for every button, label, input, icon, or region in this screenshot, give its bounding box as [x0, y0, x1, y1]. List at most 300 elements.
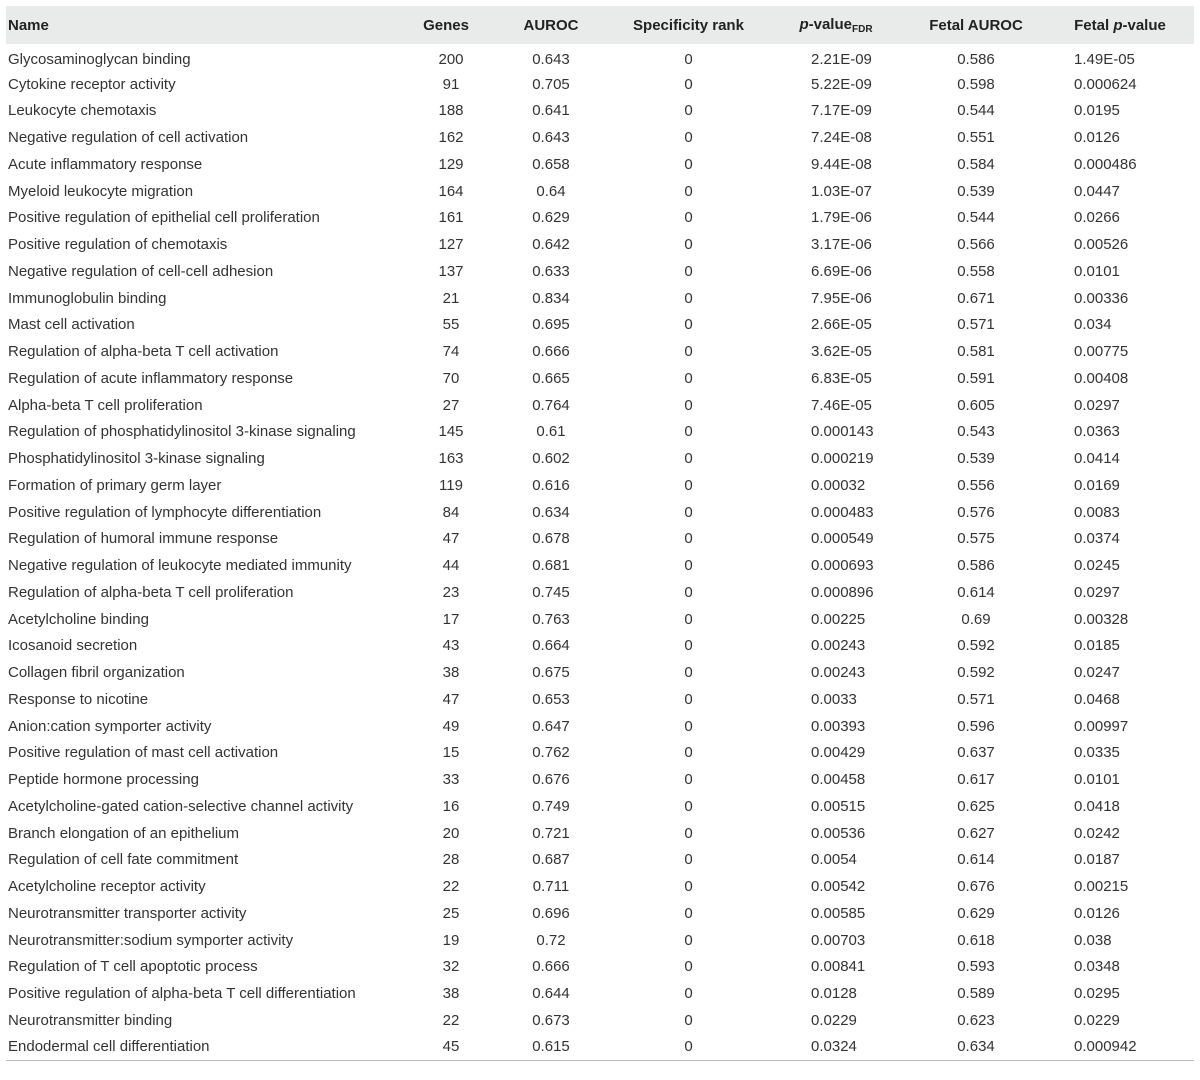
table-row — [6, 338, 1194, 365]
table-row — [6, 873, 1194, 900]
cell-genes: 129 — [438, 155, 464, 173]
cell-fetal-auroc: 0.544 — [957, 102, 995, 120]
cell-pvalue-fdr: 0.00703 — [811, 931, 866, 949]
cell-specificity-rank: 0 — [684, 583, 693, 601]
cell-genes: 145 — [438, 423, 464, 441]
cell-name: Negative regulation of cell-cell adhesion — [8, 262, 274, 280]
cell-specificity-rank: 0 — [684, 289, 693, 307]
cell-specificity-rank: 0 — [684, 450, 693, 468]
cell-pvalue-fdr: 6.69E-06 — [811, 262, 872, 280]
cell-name: Branch elongation of an epithelium — [8, 824, 239, 842]
cell-fetal-auroc: 0.586 — [957, 557, 995, 575]
cell-pvalue-fdr: 0.000693 — [811, 557, 874, 575]
cell-genes: 91 — [442, 75, 460, 93]
table-row — [6, 579, 1194, 606]
table-row — [6, 793, 1194, 820]
cell-fetal-pvalue: 0.0295 — [1074, 985, 1120, 1003]
cell-genes: 27 — [442, 396, 460, 414]
cell-auroc: 0.665 — [532, 369, 570, 387]
cell-fetal-pvalue: 0.038 — [1074, 931, 1112, 949]
table-row — [6, 552, 1194, 579]
table-row — [6, 124, 1194, 151]
cell-specificity-rank: 0 — [684, 664, 693, 682]
cell-specificity-rank: 0 — [684, 637, 693, 655]
cell-name: Neurotransmitter transporter activity — [8, 904, 247, 922]
cell-genes: 32 — [442, 958, 460, 976]
table-row — [6, 820, 1194, 847]
header-genes: Genes — [423, 16, 469, 34]
cell-pvalue-fdr: 0.000143 — [811, 423, 874, 441]
cell-fetal-auroc: 0.623 — [957, 1011, 995, 1029]
cell-pvalue-fdr: 0.00841 — [811, 958, 866, 976]
cell-specificity-rank: 0 — [684, 904, 693, 922]
cell-genes: 84 — [442, 503, 460, 521]
cell-auroc: 0.653 — [532, 690, 570, 708]
cell-genes: 162 — [438, 129, 464, 147]
cell-auroc: 0.705 — [532, 75, 570, 93]
table-row — [6, 419, 1194, 446]
cell-fetal-auroc: 0.627 — [957, 824, 995, 842]
cell-fetal-pvalue: 0.0126 — [1074, 129, 1120, 147]
cell-specificity-rank: 0 — [684, 129, 693, 147]
cell-fetal-pvalue: 0.0101 — [1074, 771, 1120, 789]
cell-pvalue-fdr: 0.000219 — [811, 450, 874, 468]
cell-auroc: 0.749 — [532, 797, 570, 815]
cell-fetal-auroc: 0.671 — [957, 289, 995, 307]
cell-fetal-pvalue: 0.0374 — [1074, 530, 1120, 548]
table-row — [6, 499, 1194, 526]
cell-genes: 38 — [442, 664, 460, 682]
cell-fetal-pvalue: 0.0101 — [1074, 262, 1120, 280]
cell-pvalue-fdr: 7.46E-05 — [811, 396, 872, 414]
cell-pvalue-fdr: 0.00243 — [811, 664, 866, 682]
cell-genes: 55 — [442, 316, 460, 334]
cell-name: Formation of primary germ layer — [8, 476, 222, 494]
cell-fetal-auroc: 0.576 — [957, 503, 995, 521]
cell-fetal-auroc: 0.566 — [957, 236, 995, 254]
cell-specificity-rank: 0 — [684, 369, 693, 387]
table-row — [6, 472, 1194, 499]
cell-pvalue-fdr: 0.0128 — [811, 985, 857, 1003]
cell-auroc: 0.745 — [532, 583, 570, 601]
cell-pvalue-fdr: 1.03E-07 — [811, 182, 872, 200]
cell-auroc: 0.644 — [532, 985, 570, 1003]
cell-auroc: 0.681 — [532, 557, 570, 575]
cell-name: Positive regulation of mast cell activation — [8, 744, 279, 762]
table-header — [6, 6, 1194, 44]
cell-fetal-pvalue: 0.0185 — [1074, 637, 1120, 655]
cell-genes: 28 — [442, 851, 460, 869]
cell-fetal-pvalue: 0.0297 — [1074, 396, 1120, 414]
cell-pvalue-fdr: 6.83E-05 — [811, 369, 872, 387]
cell-fetal-pvalue: 0.0348 — [1074, 958, 1120, 976]
table-row — [6, 766, 1194, 793]
cell-auroc: 0.763 — [532, 610, 570, 628]
table-row — [6, 686, 1194, 713]
table-row — [6, 285, 1194, 312]
header-pvalue-fdr-italic: p — [799, 15, 809, 33]
cell-specificity-rank: 0 — [684, 557, 693, 575]
table-row — [6, 954, 1194, 981]
table-row — [6, 713, 1194, 740]
table-row — [6, 900, 1194, 927]
cell-pvalue-fdr: 0.00585 — [811, 904, 866, 922]
cell-fetal-pvalue: 0.0468 — [1074, 690, 1120, 708]
cell-fetal-pvalue: 0.00408 — [1074, 369, 1129, 387]
cell-pvalue-fdr: 0.00542 — [811, 878, 866, 896]
table-row — [6, 980, 1194, 1007]
cell-fetal-auroc: 0.575 — [957, 530, 995, 548]
cell-genes: 20 — [442, 824, 460, 842]
cell-auroc: 0.658 — [532, 155, 570, 173]
cell-pvalue-fdr: 0.00393 — [811, 717, 866, 735]
cell-name: Regulation of phosphatidylinositol 3-kinase signaling — [8, 423, 356, 441]
cell-name: Acute inflammatory response — [8, 155, 203, 173]
cell-name: Immunoglobulin binding — [8, 289, 167, 307]
cell-pvalue-fdr: 0.00032 — [811, 476, 866, 494]
cell-pvalue-fdr: 2.66E-05 — [811, 316, 872, 334]
cell-fetal-auroc: 0.593 — [957, 958, 995, 976]
cell-genes: 44 — [442, 557, 460, 575]
table-row — [6, 659, 1194, 686]
table-row — [6, 258, 1194, 285]
cell-fetal-pvalue: 0.0083 — [1074, 503, 1120, 521]
table-row — [6, 392, 1194, 419]
cell-genes: 25 — [442, 904, 460, 922]
cell-genes: 164 — [438, 182, 464, 200]
cell-specificity-rank: 0 — [684, 851, 693, 869]
cell-fetal-auroc: 0.605 — [957, 396, 995, 414]
cell-pvalue-fdr: 5.22E-09 — [811, 75, 872, 93]
header-specificity-rank: Specificity rank — [633, 16, 744, 34]
cell-fetal-auroc: 0.637 — [957, 744, 995, 762]
cell-specificity-rank: 0 — [684, 530, 693, 548]
cell-specificity-rank: 0 — [684, 503, 693, 521]
cell-specificity-rank: 0 — [684, 878, 693, 896]
cell-genes: 49 — [442, 717, 460, 735]
cell-fetal-auroc: 0.69 — [961, 610, 991, 628]
cell-fetal-pvalue: 0.0229 — [1074, 1011, 1120, 1029]
cell-auroc: 0.696 — [532, 904, 570, 922]
cell-pvalue-fdr: 0.000549 — [811, 530, 874, 548]
cell-fetal-auroc: 0.634 — [957, 1038, 995, 1056]
cell-fetal-pvalue: 0.000486 — [1074, 155, 1137, 173]
cell-pvalue-fdr: 7.17E-09 — [811, 102, 872, 120]
cell-specificity-rank: 0 — [684, 262, 693, 280]
results-table — [6, 6, 1194, 1061]
cell-specificity-rank: 0 — [684, 985, 693, 1003]
header-pvalue-fdr-main: -value — [808, 15, 852, 33]
table-row — [6, 71, 1194, 98]
header-fetal-pvalue — [1046, 6, 1194, 44]
cell-fetal-pvalue: 0.034 — [1074, 316, 1112, 334]
cell-fetal-auroc: 0.629 — [957, 904, 995, 922]
cell-fetal-auroc: 0.676 — [957, 878, 995, 896]
cell-fetal-pvalue: 0.00526 — [1074, 236, 1129, 254]
cell-auroc: 0.666 — [532, 958, 570, 976]
cell-auroc: 0.687 — [532, 851, 570, 869]
cell-fetal-auroc: 0.539 — [957, 182, 995, 200]
cell-auroc: 0.615 — [532, 1038, 570, 1056]
cell-pvalue-fdr: 0.000483 — [811, 503, 874, 521]
cell-specificity-rank: 0 — [684, 1011, 693, 1029]
table-body — [6, 44, 1194, 1061]
cell-pvalue-fdr: 0.00225 — [811, 610, 866, 628]
cell-name: Regulation of alpha-beta T cell proliferation — [8, 583, 294, 601]
cell-specificity-rank: 0 — [684, 931, 693, 949]
cell-specificity-rank: 0 — [684, 610, 693, 628]
cell-specificity-rank: 0 — [684, 717, 693, 735]
cell-fetal-pvalue: 0.0169 — [1074, 476, 1120, 494]
cell-specificity-rank: 0 — [684, 824, 693, 842]
cell-pvalue-fdr: 2.21E-09 — [811, 50, 872, 68]
cell-name: Regulation of alpha-beta T cell activation — [8, 343, 279, 361]
cell-name: Response to nicotine — [8, 690, 149, 708]
table-row — [6, 205, 1194, 232]
cell-auroc: 0.629 — [532, 209, 570, 227]
cell-fetal-auroc: 0.598 — [957, 75, 995, 93]
cell-name: Positive regulation of epithelial cell proliferation — [8, 209, 320, 227]
cell-auroc: 0.762 — [532, 744, 570, 762]
cell-auroc: 0.664 — [532, 637, 570, 655]
cell-specificity-rank: 0 — [684, 771, 693, 789]
cell-auroc: 0.643 — [532, 129, 570, 147]
cell-auroc: 0.633 — [532, 262, 570, 280]
cell-auroc: 0.711 — [532, 878, 570, 896]
header-fetal-pvalue-prefix: Fetal — [1074, 16, 1114, 34]
cell-fetal-auroc: 0.589 — [957, 985, 995, 1003]
results-table-container — [6, 6, 1194, 1061]
cell-pvalue-fdr: 0.000896 — [811, 583, 874, 601]
cell-name: Negative regulation of leukocyte mediated immunity — [8, 557, 352, 575]
cell-genes: 43 — [442, 637, 460, 655]
cell-fetal-pvalue: 0.0297 — [1074, 583, 1120, 601]
cell-name: Leukocyte chemotaxis — [8, 102, 157, 120]
header-fetal-auroc: Fetal AUROC — [929, 16, 1023, 34]
table-row — [6, 151, 1194, 178]
cell-fetal-pvalue: 0.0126 — [1074, 904, 1120, 922]
cell-pvalue-fdr: 7.24E-08 — [811, 129, 872, 147]
cell-specificity-rank: 0 — [684, 423, 693, 441]
cell-fetal-auroc: 0.617 — [957, 771, 995, 789]
cell-name: Icosanoid secretion — [8, 637, 138, 655]
cell-genes: 45 — [442, 1038, 460, 1056]
cell-fetal-pvalue: 0.0266 — [1074, 209, 1120, 227]
cell-auroc: 0.673 — [532, 1011, 570, 1029]
cell-name: Glycosaminoglycan binding — [8, 50, 191, 68]
cell-name: Acetylcholine binding — [8, 610, 149, 628]
header-name: Name — [8, 16, 49, 34]
cell-fetal-auroc: 0.539 — [957, 450, 995, 468]
cell-name: Acetylcholine-gated cation-selective channel activity — [8, 797, 354, 815]
cell-specificity-rank: 0 — [684, 690, 693, 708]
cell-name: Cytokine receptor activity — [8, 75, 176, 93]
cell-auroc: 0.764 — [532, 396, 570, 414]
cell-auroc: 0.666 — [532, 343, 570, 361]
cell-name: Alpha-beta T cell proliferation — [8, 396, 203, 414]
cell-pvalue-fdr: 3.62E-05 — [811, 343, 872, 361]
cell-auroc: 0.634 — [532, 503, 570, 521]
table-row — [6, 526, 1194, 553]
cell-genes: 17 — [442, 610, 460, 628]
cell-fetal-auroc: 0.584 — [957, 155, 995, 173]
header-auroc: AUROC — [523, 16, 579, 34]
table-row — [6, 98, 1194, 125]
cell-name: Regulation of humoral immune response — [8, 530, 279, 548]
cell-name: Positive regulation of alpha-beta T cell differentiation — [8, 985, 356, 1003]
cell-pvalue-fdr: 0.00536 — [811, 824, 866, 842]
cell-specificity-rank: 0 — [684, 155, 693, 173]
table-row — [6, 606, 1194, 633]
cell-pvalue-fdr: 0.00515 — [811, 797, 866, 815]
cell-name: Phosphatidylinositol 3-kinase signaling — [8, 450, 265, 468]
table-row — [6, 633, 1194, 660]
cell-specificity-rank: 0 — [684, 343, 693, 361]
cell-pvalue-fdr: 3.17E-06 — [811, 236, 872, 254]
cell-fetal-auroc: 0.551 — [957, 129, 995, 147]
cell-genes: 74 — [442, 343, 460, 361]
cell-pvalue-fdr: 0.0054 — [811, 851, 857, 869]
cell-genes: 161 — [438, 209, 464, 227]
cell-pvalue-fdr: 0.00458 — [811, 771, 866, 789]
cell-fetal-auroc: 0.586 — [957, 50, 995, 68]
cell-specificity-rank: 0 — [684, 797, 693, 815]
cell-name: Endodermal cell differentiation — [8, 1038, 210, 1056]
cell-fetal-pvalue: 0.000624 — [1074, 75, 1137, 93]
cell-name: Anion:cation symporter activity — [8, 717, 212, 735]
cell-specificity-rank: 0 — [684, 958, 693, 976]
cell-pvalue-fdr: 0.00243 — [811, 637, 866, 655]
cell-pvalue-fdr: 0.0033 — [811, 690, 857, 708]
header-row — [6, 6, 1194, 44]
cell-fetal-pvalue: 0.0414 — [1074, 450, 1120, 468]
cell-name: Regulation of T cell apoptotic process — [8, 958, 258, 976]
table-row — [6, 1034, 1194, 1061]
table-row — [6, 1007, 1194, 1034]
cell-fetal-pvalue: 0.0247 — [1074, 664, 1120, 682]
cell-name: Mast cell activation — [8, 316, 135, 334]
cell-fetal-pvalue: 0.0335 — [1074, 744, 1120, 762]
table-row — [6, 365, 1194, 392]
cell-fetal-pvalue: 0.000942 — [1074, 1038, 1137, 1056]
table-row — [6, 312, 1194, 339]
cell-fetal-auroc: 0.596 — [957, 717, 995, 735]
cell-name: Collagen fibril organization — [8, 664, 185, 682]
cell-fetal-auroc: 0.625 — [957, 797, 995, 815]
cell-auroc: 0.616 — [532, 476, 570, 494]
cell-fetal-pvalue: 0.00328 — [1074, 610, 1129, 628]
cell-fetal-auroc: 0.592 — [957, 664, 995, 682]
cell-fetal-auroc: 0.558 — [957, 262, 995, 280]
table-row — [6, 44, 1194, 71]
cell-pvalue-fdr: 1.79E-06 — [811, 209, 872, 227]
cell-specificity-rank: 0 — [684, 316, 693, 334]
cell-fetal-pvalue: 0.0187 — [1074, 851, 1120, 869]
cell-fetal-pvalue: 0.0242 — [1074, 824, 1120, 842]
cell-fetal-auroc: 0.592 — [957, 637, 995, 655]
cell-specificity-rank: 0 — [684, 75, 693, 93]
cell-fetal-auroc: 0.544 — [957, 209, 995, 227]
cell-genes: 70 — [442, 369, 460, 387]
cell-fetal-auroc: 0.581 — [957, 343, 995, 361]
cell-name: Positive regulation of lymphocyte differentiation — [8, 503, 322, 521]
cell-genes: 38 — [442, 985, 460, 1003]
table-row — [6, 740, 1194, 767]
cell-pvalue-fdr: 9.44E-08 — [811, 155, 872, 173]
cell-auroc: 0.602 — [532, 450, 570, 468]
cell-fetal-pvalue: 0.00775 — [1074, 343, 1129, 361]
cell-pvalue-fdr: 0.00429 — [811, 744, 866, 762]
cell-auroc: 0.678 — [532, 530, 570, 548]
cell-fetal-auroc: 0.614 — [957, 851, 995, 869]
cell-genes: 16 — [442, 797, 460, 815]
cell-name: Acetylcholine receptor activity — [8, 878, 206, 896]
cell-auroc: 0.641 — [532, 102, 570, 120]
header-pvalue-fdr-sub: FDR — [851, 23, 873, 35]
cell-genes: 19 — [442, 931, 460, 949]
cell-fetal-auroc: 0.571 — [957, 690, 995, 708]
cell-pvalue-fdr: 7.95E-06 — [811, 289, 872, 307]
cell-fetal-auroc: 0.591 — [957, 369, 995, 387]
cell-auroc: 0.72 — [536, 931, 566, 949]
cell-name: Peptide hormone processing — [8, 771, 199, 789]
cell-specificity-rank: 0 — [684, 744, 693, 762]
cell-name: Regulation of cell fate commitment — [8, 851, 239, 869]
cell-name: Neurotransmitter:sodium symporter activity — [8, 931, 294, 949]
table-row — [6, 847, 1194, 874]
cell-genes: 200 — [438, 50, 464, 68]
cell-specificity-rank: 0 — [684, 182, 693, 200]
cell-fetal-pvalue: 0.00336 — [1074, 289, 1129, 307]
cell-name: Myeloid leukocyte migration — [8, 182, 194, 200]
header-fetal-pvalue-suffix: -value — [1122, 16, 1166, 34]
cell-genes: 22 — [442, 1011, 460, 1029]
cell-genes: 137 — [438, 262, 464, 280]
cell-auroc: 0.721 — [532, 824, 570, 842]
cell-name: Positive regulation of chemotaxis — [8, 236, 228, 254]
table-row — [6, 231, 1194, 258]
cell-fetal-pvalue: 0.0195 — [1074, 102, 1120, 120]
cell-genes: 47 — [442, 530, 460, 548]
cell-genes: 47 — [442, 690, 460, 708]
cell-fetal-pvalue: 0.0447 — [1074, 182, 1120, 200]
cell-auroc: 0.675 — [532, 664, 570, 682]
cell-genes: 119 — [439, 476, 463, 494]
cell-specificity-rank: 0 — [684, 396, 693, 414]
cell-fetal-auroc: 0.556 — [957, 476, 995, 494]
table-row — [6, 445, 1194, 472]
cell-genes: 163 — [438, 450, 464, 468]
cell-pvalue-fdr: 0.0324 — [811, 1038, 857, 1056]
cell-auroc: 0.676 — [532, 771, 570, 789]
cell-specificity-rank: 0 — [684, 236, 693, 254]
cell-fetal-pvalue: 0.0245 — [1074, 557, 1120, 575]
cell-genes: 22 — [442, 878, 460, 896]
cell-genes: 33 — [442, 771, 460, 789]
cell-specificity-rank: 0 — [684, 1038, 693, 1056]
cell-genes: 15 — [442, 744, 460, 762]
cell-genes: 23 — [442, 583, 460, 601]
cell-auroc: 0.834 — [532, 289, 570, 307]
cell-auroc: 0.647 — [532, 717, 570, 735]
header-fetal-pvalue-italic: p — [1113, 16, 1123, 34]
cell-name: Neurotransmitter binding — [8, 1011, 173, 1029]
cell-fetal-pvalue: 0.00215 — [1074, 878, 1129, 896]
header-pvalue-fdr — [766, 6, 906, 44]
cell-fetal-auroc: 0.571 — [957, 316, 995, 334]
cell-fetal-pvalue: 0.0363 — [1074, 423, 1120, 441]
cell-fetal-pvalue: 0.00997 — [1074, 717, 1129, 735]
